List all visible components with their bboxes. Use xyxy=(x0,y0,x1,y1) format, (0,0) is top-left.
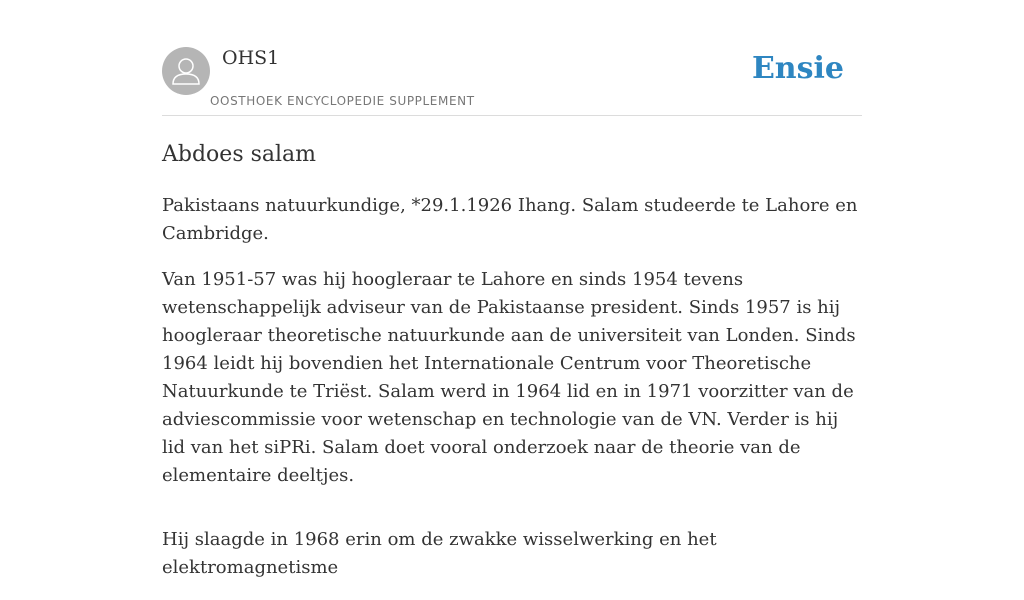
entry-body xyxy=(162,192,862,600)
page xyxy=(162,0,862,578)
avatar-silhouette xyxy=(162,47,210,95)
entry-header xyxy=(162,0,862,116)
paragraph-3: Hij slaagde in 1968 erin om de zwakke wisselwerking en het elektromagnetisme xyxy=(162,529,717,578)
user-avatar-icon[interactable] xyxy=(162,47,210,95)
username-link[interactable]: OHS1 xyxy=(222,47,280,69)
source-label[interactable]: OOSTHOEK ENCYCLOPEDIE SUPPLEMENT xyxy=(210,94,475,108)
paragraph-2: Van 1951-57 was hij hoogleraar te Lahore en sinds 1954 tevens wetenschappelijk adviseur van de Pakistaanse president. Sinds 1957 is hij hoogleraar theoretische natuurkunde aan de universiteit van Londen. Sinds 1964 leidt hij bovendien het Internationale Centrum voor Theoretische Natuurkunde te Triëst. Salam werd in 1964 lid en in 1971 voorzitter van de adviescommissie voor wetenschap en technologie van de VN. Verder is hij lid van het siPRi. Salam doet vooral onderzoek naar de theorie van de elementaire deeltjes. xyxy=(162,269,856,486)
brand-logo[interactable]: Ensie xyxy=(751,51,844,86)
entry-title: Abdoes salam xyxy=(162,142,317,167)
paragraph-1: Pakistaans natuurkundige, *29.1.1926 Ihang. Salam studeerde te Lahore en Cambridge. xyxy=(162,195,858,244)
